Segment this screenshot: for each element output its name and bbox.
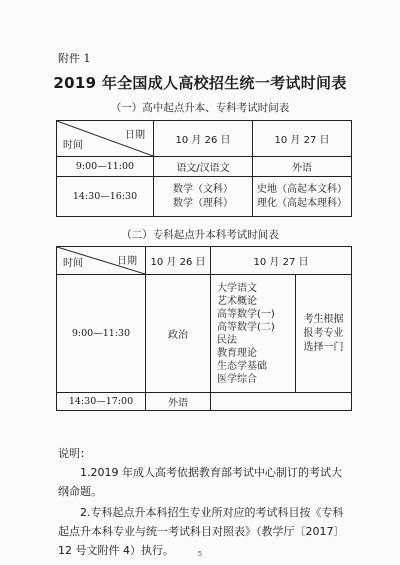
schedule-table-2	[56, 246, 352, 411]
table1-corner-cell	[57, 121, 154, 157]
subject-item: 艺术概论	[217, 295, 257, 307]
note-2: 2.专科起点升本科招生专业所对应的考试科目按《专科起点升本科专业与统一考试科目对照表》（教学厅〔2017〕12 号文附件 4）执行。	[58, 506, 345, 557]
table2-corner-cell	[57, 247, 146, 275]
notes-header: 说明：	[58, 447, 91, 460]
table1-row1-time: 9:00—11:00	[57, 157, 154, 177]
table1-row2-time: 14:30—16:30	[57, 177, 154, 217]
table2-row1-day1: 政治	[146, 275, 211, 393]
subject-item: 理化（高起本理科）	[257, 197, 347, 209]
section1-subtitle: （一）高中起点升本、专科考试时间表	[110, 102, 290, 114]
note-line: 选择一门	[303, 341, 344, 353]
subject-item: 高等数学(一)	[217, 308, 275, 320]
schedule-table-1	[56, 120, 352, 217]
note-line: 考生根据	[303, 313, 344, 325]
page-number: 5	[197, 550, 203, 558]
subject-item: 史地（高起本文科）	[257, 183, 347, 195]
table1-date1-header: 10 月 26 日	[154, 121, 253, 157]
table1-row2-day1	[154, 177, 253, 217]
subject-item: 高等数学(二)	[217, 321, 275, 333]
subject-item: 大学语文	[217, 282, 257, 294]
subject-item: 生态学基础	[217, 360, 267, 372]
subject-item: 教育理论	[217, 347, 257, 359]
corner-date-label: 日期	[125, 130, 145, 141]
table2-subject-list	[211, 275, 296, 393]
note-1: 1.2019 年成人高考依据教育部考试中心制订的考试大纲命题。	[58, 466, 342, 498]
table2-selection-note	[296, 275, 352, 393]
table2-row2-day2-empty	[211, 393, 352, 411]
corner-time-label: 时间	[63, 140, 83, 151]
table1-row1-day1: 语文/汉语文	[154, 157, 253, 177]
attachment-label: 附件 1	[58, 52, 91, 65]
section2-subtitle: （二）专科起点升本科考试时间表	[121, 229, 279, 241]
corner-time-label: 时间	[63, 258, 83, 269]
table1-row2-day2	[253, 177, 352, 217]
subject-item: 数学（文科）	[173, 183, 233, 195]
table2-date2-header: 10 月 27 日	[211, 247, 352, 275]
table2-row2-day1: 外语	[146, 393, 211, 411]
table1-row1-day2: 外语	[253, 157, 352, 177]
table1-date2-header: 10 月 27 日	[253, 121, 352, 157]
corner-date-label: 日期	[117, 256, 137, 267]
table2-row2-time: 14:30—17:00	[57, 393, 146, 411]
page-title: 2019 年全国成人高校招生统一考试时间表	[53, 74, 347, 92]
table2-date1-header: 10 月 26 日	[146, 247, 211, 275]
note-line: 报考专业	[303, 327, 344, 339]
subject-item: 数学（理科）	[173, 197, 233, 209]
subject-item: 医学综合	[217, 373, 257, 385]
table2-row1-time: 9:00—11:30	[57, 275, 146, 393]
subject-item: 民法	[217, 334, 237, 346]
